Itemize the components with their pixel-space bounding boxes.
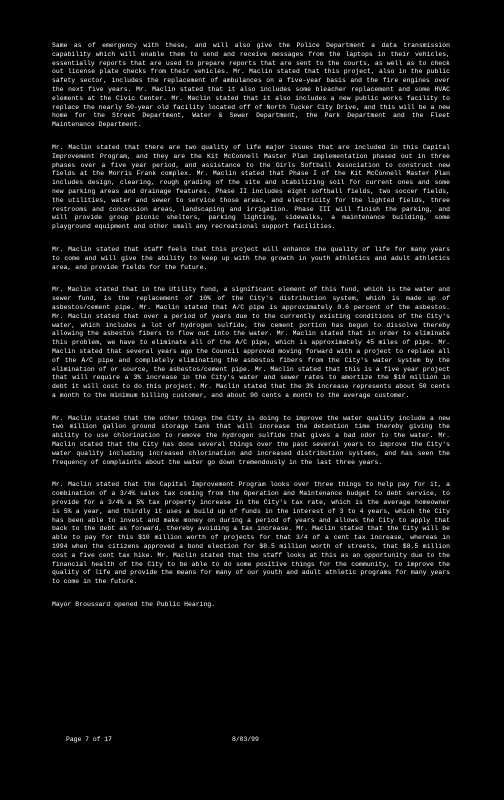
paragraph: Same as of emergency with these, and will also give the Police Department a data transmission capability which will enable them to send and receive messages from the laptops in their vehicles, essentially reports that are used to prepare reports that are sent to the courts, as well as to check out license plate checks from their vehicles. Mr. Maclin stated that this project, also in the public safety sector, includes the replacement of ambulances on a five-year basis and the fire engines over the next five years. Mr. Maclin stated that it also includes some bleacher replacement and some HVAC elements at the Civic Center. Mr. Maclin stated that it also includes a new public works facility to replace the nearly 50-year old facility located off of North Tucker City Drive, and this will be a new home for the Street Department, Water & Sewer Department, the Park Department and the Fleet Maintenance Department. <box>52 42 450 129</box>
paragraph: Mr. Maclin stated that in the Utility fund, a significant element of this fund, which is the water and sewer fund, is the replacement of 10% of the City's distribution system, which is made up of asbestos/cement pipe. Mr. Maclin stated that A/C pipe is approximately 0.6 percent of the asbestos. Mr. Maclin stated that over a period of years due to the currently existing conditions of the City's water, which includes a lot of hydrogen sulfide, the cement portion has begun to dissolve thereby allowing the asbestos fibers to flow out into the water. Mr. Maclin stated that in order to eliminate this problem, we have to eliminate all of the A/C pipe, which is approximately 45 miles of pipe. Mr. Maclin stated that several years ago the Council approved moving forward with a project to replace all of the A/C pipe and completely eliminating the asbestos fibers from the City's water system by the elimination of or source, the asbestos/cement pipe. Mr. Maclin stated that this is a five year project that will require a 3% increase in the City's water and sewer rates to amortize the $10 million in debt it will cost to do this project. Mr. Maclin stated that the 3% increase represents about 50 cents a month to the minimum billing customer, and about 90 cents a month to the average customer. <box>52 286 450 399</box>
page-number: Page 7 of 17 <box>66 736 113 743</box>
paragraph: Mr. Maclin stated that the Capital Improvement Program looks over three things to help pay for it, a combination of a 3/4% sales tax coming from the Operation and Maintenance budget to debt service, to provide for a 3/4% a 5% tax property increase in the City's tax rate, which is the average homeowner is 5% a year, and thirdly it uses a build up of funds in the interest of 3 to 4 years, which the City has been able to invest and make money on during a period of years and allows the City to apply that back to the debt as forward, thereby avoiding a tax increase. Mr. Maclin stated that the City will be able to pay for this $10 million worth of projects for that 3/4 of a cent tax increase, whereas in 1994 when the citizens approved a bond election for $8.5 million worth of streets, that $8.5 million cost a five cent tax hike. Mr. Maclin stated that the staff looks at this as an opportunity due to the financial health of the City to be able to do some positive things for the community, to improve the quality of life and provide the means for many of our youth and adult athletic programs for many years to come in the future. <box>52 481 450 586</box>
paragraph: Mr. Maclin stated that there are two quality of life major issues that are included in this Capital Improvement Program, and they are the Kit McConnell Master Plan implementation phased out in three phases over a five year period, and assistance to the Girls Softball Association to construct new fields at the Morris Frank complex. Mr. Maclin stated that Phase I of the Kit McConnell Master Plan includes design, clearing, rough grading of the site and stabilizing soil for current ones and some new parking areas and drainage features. Phase II includes eight softball fields, two soccer fields, the utilities, water and sewer to service those areas, and electricity for the lighted fields, three restrooms and concession areas, landscaping and irrigation. Phase III will finish the parking, and will provide group picnic shelters, parking lighting, sidewalks, a maintenance building, some playground equipment and other small any recreational support facilities. <box>52 143 450 231</box>
page-date: 8/03/99 <box>232 736 259 743</box>
paragraph: Mr. Maclin stated that staff feels that this project will enhance the quality of life for many years to come and will give the ability to keep up with the growth in youth athletics and adult athletics area, and provide fields for the future. <box>52 245 450 271</box>
paragraph: Mr. Maclin stated that the other things the City is doing to improve the water quality include a new two million gallon ground storage tank that will increase the detention time thereby giving the ability to use chlorination to remove the hydrogen sulfide that gives a bad odor to the water. Mr. Maclin stated that the City has done several things over the past several years to improve the City's water quality including increased chlorination and increased distribution systems, and has seen the frequency of complaints about the water go down tremendously in the last three years. <box>52 414 450 466</box>
paragraph: Mayor Broussard opened the Public Hearing. <box>52 601 216 609</box>
